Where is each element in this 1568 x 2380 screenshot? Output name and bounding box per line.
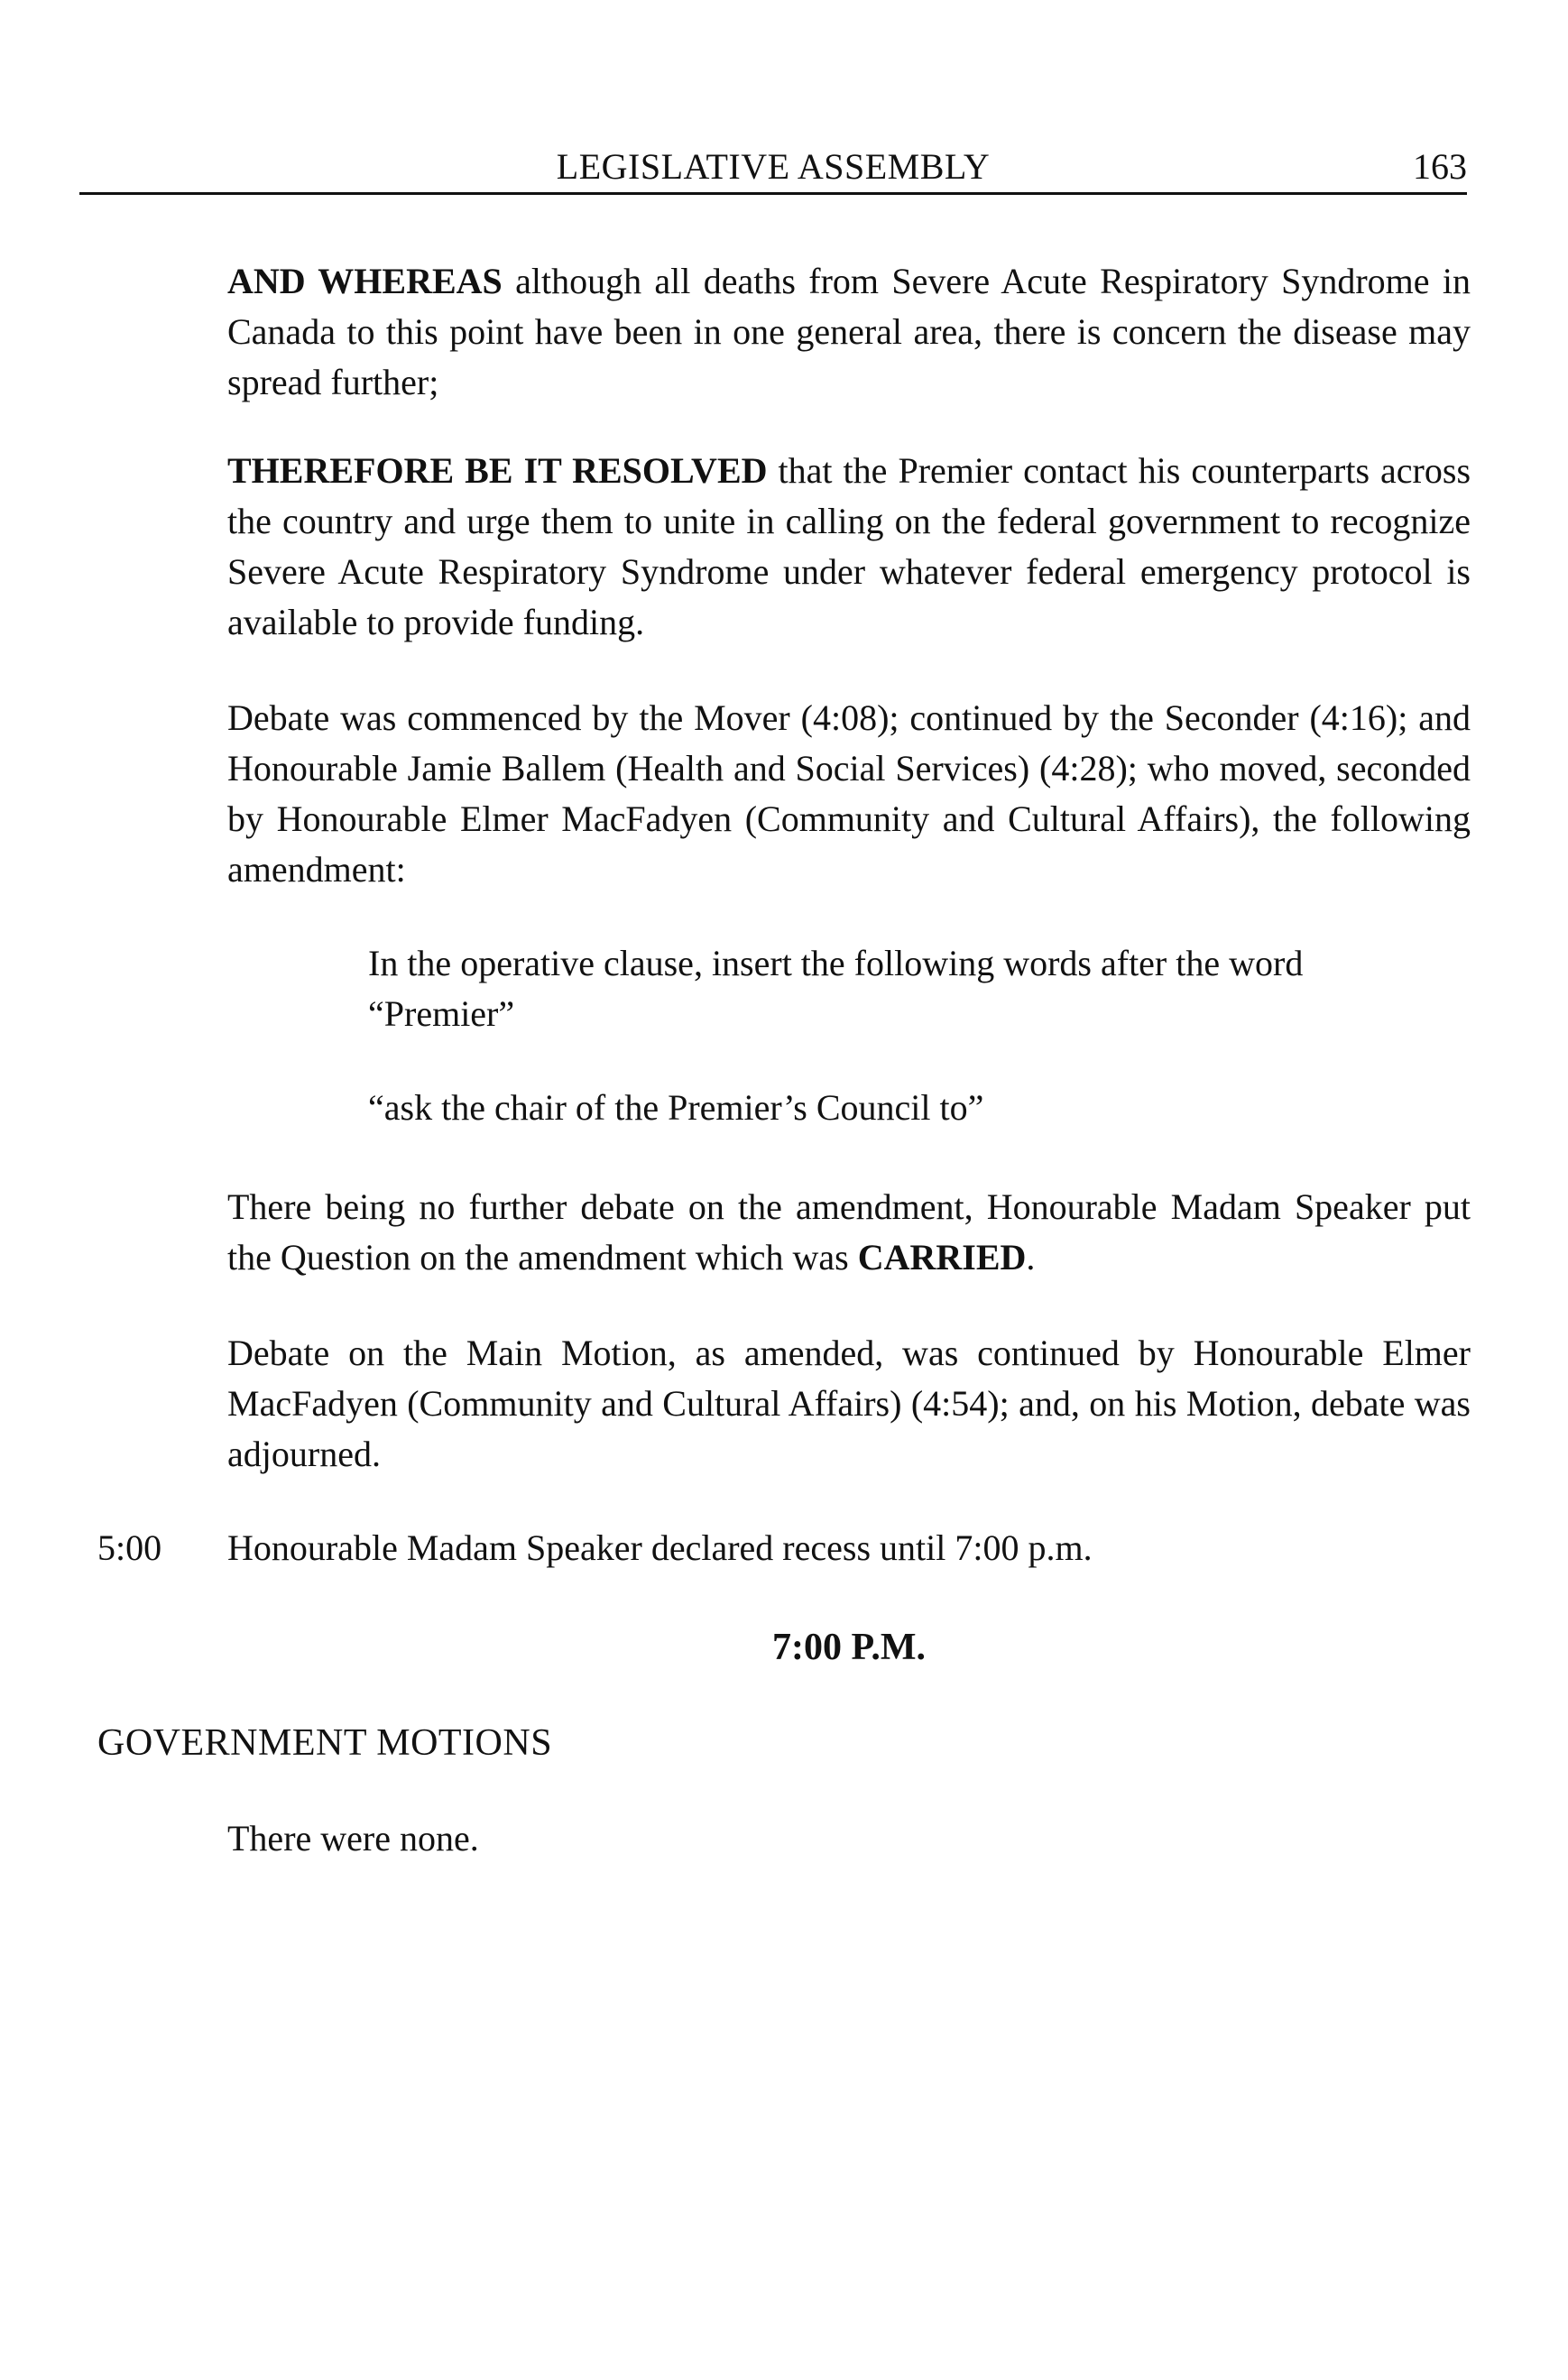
whereas-text: although all deaths from Severe Acute Respiratory Syndrome in Canada to this point have been in one general area, there is concern the disease may spread further; xyxy=(227,261,1471,402)
whereas-lead: AND WHEREAS xyxy=(227,261,503,301)
question-end: . xyxy=(1026,1237,1036,1278)
resolved-paragraph xyxy=(227,446,1471,648)
whereas-paragraph xyxy=(227,256,1471,408)
header-rule xyxy=(79,192,1467,195)
government-motions-heading: GOVERNMENT MOTIONS xyxy=(97,1722,553,1764)
debate-paragraph: Debate was commenced by the Mover (4:08); continued by the Seconder (4:16); and Honourable Jamie Ballem (Health and Social Services) (4:28); who moved, seconded by Honourable Elmer MacFadyen (Community and Cultural Affairs), the following amendment: xyxy=(227,697,1471,890)
evening-heading: 7:00 P.M. xyxy=(772,1627,926,1668)
question-text: There being no further debate on the amendment, Honourable Madam Speaker put the Question on the amendment which was xyxy=(227,1186,1471,1278)
page-number: 163 xyxy=(1413,146,1467,187)
question-result: CARRIED xyxy=(857,1237,1027,1278)
amendment-instruction: In the operative clause, insert the following words after the word “Premier” xyxy=(368,943,1304,1034)
main-motion-paragraph: Debate on the Main Motion, as amended, was continued by Honourable Elmer MacFadyen (Community and Cultural Affairs) (4:54); and, on his Motion, debate was adjourned. xyxy=(227,1333,1471,1474)
government-motions-text: There were none. xyxy=(227,1818,479,1859)
resolved-lead: THEREFORE BE IT RESOLVED xyxy=(227,450,768,491)
question-paragraph xyxy=(227,1182,1471,1283)
page-header xyxy=(79,144,1467,189)
running-title: LEGISLATIVE ASSEMBLY xyxy=(556,146,991,187)
recess-time: 5:00 xyxy=(97,1527,162,1568)
resolved-text: that the Premier contact his counterparts across the country and urge them to unite in calling on the federal government to recognize Severe Acute Respiratory Syndrome under whatever federal emergency protocol is available to provide funding. xyxy=(227,450,1471,642)
recess-text: Honourable Madam Speaker declared recess until 7:00 p.m. xyxy=(227,1527,1093,1568)
amendment-words: “ask the chair of the Premier’s Council to” xyxy=(368,1087,984,1128)
